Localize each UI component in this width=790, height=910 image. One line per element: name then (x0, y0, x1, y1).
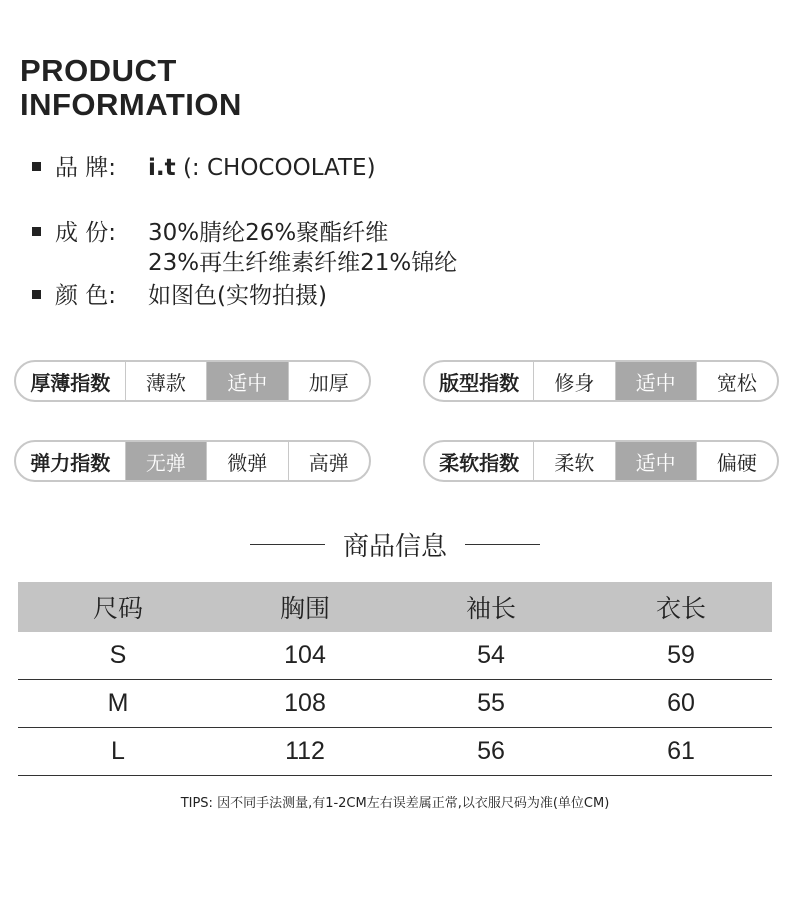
cell-chest: 104 (218, 632, 392, 680)
index-option: 修身 (533, 362, 614, 400)
brand-row (32, 153, 145, 183)
index-name: 弹力指数 (30, 450, 111, 475)
brand-label: 品 牌: (55, 155, 117, 181)
cell-sleeve: 55 (392, 680, 590, 728)
header-size: 尺码 (18, 582, 218, 632)
color-label: 颜 色: (55, 283, 117, 309)
index-option: 适中 (615, 362, 696, 400)
bullet-icon (32, 290, 41, 299)
index-option: 微弹 (206, 442, 287, 480)
product-info-heading (0, 522, 790, 566)
cell-length: 61 (590, 728, 772, 776)
cell-length: 60 (590, 680, 772, 728)
size-table (18, 582, 772, 776)
color-value: 如图色(实物拍摄) (148, 283, 327, 309)
cell-size: S (18, 632, 218, 680)
index-name: 柔软指数 (439, 450, 520, 475)
cell-size: L (18, 728, 218, 776)
title-line-1: PRODUCT (20, 53, 177, 88)
index-option: 无弹 (125, 442, 206, 480)
brand-value-row (148, 153, 376, 183)
product-information-title (20, 54, 242, 122)
table-row (18, 632, 772, 680)
header-sleeve: 袖长 (392, 582, 590, 632)
index-option: 偏硬 (696, 442, 777, 480)
index-option: 薄款 (125, 362, 206, 400)
softness-index (423, 440, 779, 482)
section-heading-text: 商品信息 (342, 531, 447, 562)
cell-chest: 112 (218, 728, 392, 776)
thickness-index (14, 360, 371, 402)
index-name: 厚薄指数 (30, 370, 111, 395)
index-option: 适中 (615, 442, 696, 480)
index-option: 柔软 (533, 442, 614, 480)
divider-line (465, 544, 540, 545)
title-line-2: INFORMATION (20, 87, 242, 122)
table-row (18, 680, 772, 728)
cell-length: 59 (590, 632, 772, 680)
color-row (32, 281, 145, 311)
cell-chest: 108 (218, 680, 392, 728)
brand-value: (: CHOCOOLATE) (182, 155, 376, 181)
table-row (18, 728, 772, 776)
index-option: 适中 (206, 362, 287, 400)
composition-label: 成 份: (55, 220, 117, 246)
cell-sleeve: 54 (392, 632, 590, 680)
index-name: 版型指数 (439, 370, 520, 395)
divider-line (250, 544, 325, 545)
elasticity-index (14, 440, 371, 482)
composition-line-1: 30%腈纶26%聚酯纤维 (148, 220, 389, 246)
bullet-icon (32, 162, 41, 171)
index-option: 加厚 (288, 362, 369, 400)
index-option: 高弹 (288, 442, 369, 480)
cell-size: M (18, 680, 218, 728)
index-option: 宽松 (696, 362, 777, 400)
tips-note: TIPS: 因不同手法测量,有1-2CM左右误差属正常,以衣服尺码为准(单位CM) (180, 796, 610, 811)
brand-logo: i.t (148, 155, 176, 181)
size-table-header (18, 582, 772, 632)
cell-sleeve: 56 (392, 728, 590, 776)
header-chest: 胸围 (218, 582, 392, 632)
bullet-icon (32, 227, 41, 236)
composition-line-2: 23%再生纤维素纤维21%锦纶 (148, 250, 458, 276)
header-length: 衣长 (590, 582, 772, 632)
composition-row (32, 218, 145, 248)
fit-index (423, 360, 779, 402)
